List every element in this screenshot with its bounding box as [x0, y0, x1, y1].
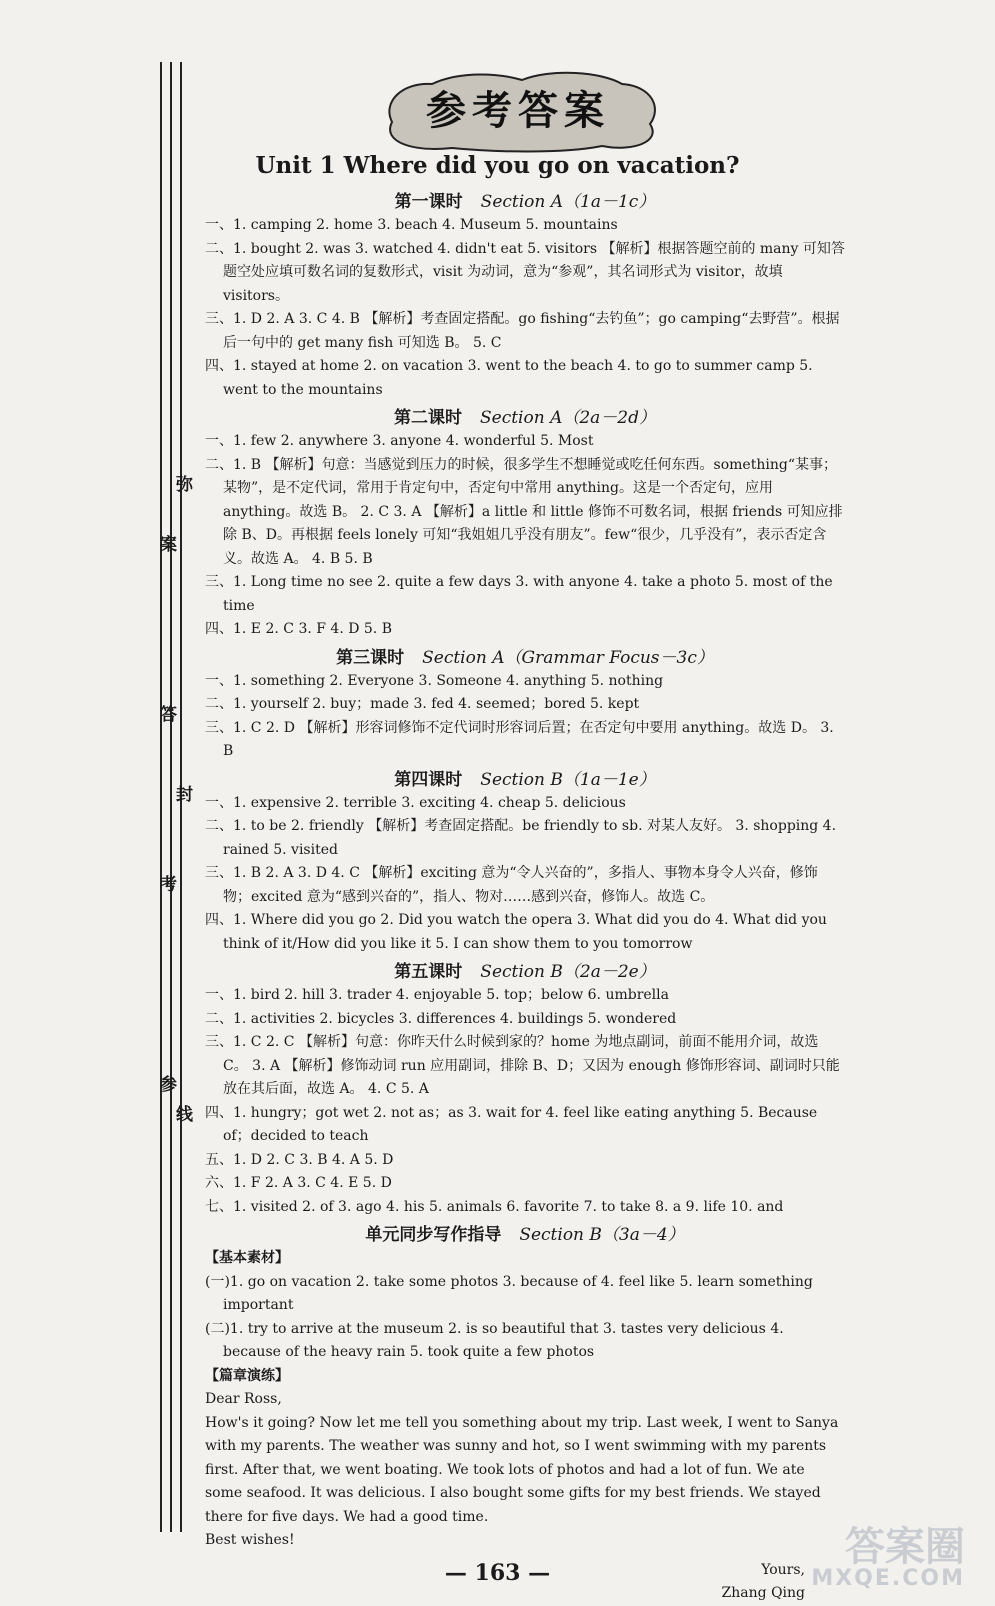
answer-row: 三、1. C 2. D 【解析】形容词修饰不定代词时形容词后置；在否定句中要用 anything。故选 D。 3. B	[205, 719, 834, 759]
page-number: — 163 —	[444, 1560, 551, 1586]
answer-row: 二、1. B 【解析】句意：当感觉到压力的时候，很多学生不想睡觉或吃任何东西。something“某事；某物”，是不定代词，常用于肯定句中，否定句中常用 anything。这是一个否定句，应用 anything。故选 B。 2. C 3. A 【解析】a little 和 little 修饰不可数名词，根据 friends 可知应排除 B、D。再根据 feels lonely 可知“我姐姐几乎没有朋友”。few“很少，几乎没有”，表示否定含义。故选 A。 4. B 5. B	[205, 456, 843, 567]
answer-row: 一、1. few 2. anywhere 3. anyone 4. wonderful 5. Most	[205, 433, 594, 449]
answer-row: 一、1. camping 2. home 3. beach 4. Museum 5. mountains	[205, 217, 618, 233]
lesson-heading: 第一课时 Section A（1a－1c）	[394, 192, 656, 212]
practice-label: 【篇章演练】	[205, 1367, 289, 1384]
materials-label: 【基本素材】	[205, 1250, 289, 1266]
answer-row: 二、1. activities 2. bicycles 3. differences 4. buildings 5. wondered	[205, 1010, 677, 1027]
answer-row: 四、1. E 2. C 3. F 4. D 5. B	[205, 621, 392, 637]
answer-row: 二、1. yourself 2. buy；made 3. fed 4. seemed；bored 5. kept	[205, 696, 640, 712]
answer-row: 一、1. something 2. Everyone 3. Someone 4. anything 5. nothing	[205, 672, 664, 689]
writing-heading: 单元同步写作指导 Section B（3a－4）	[365, 1225, 685, 1245]
margin-char: 案	[160, 535, 177, 555]
material-row: (二)1. try to arrive at the museum 2. is so beautiful that 3. tastes very delicious 4. because of the heavy rain 5. took quite a few photos	[205, 1320, 784, 1360]
lesson-heading: 第二课时 Section A（2a－2d）	[393, 408, 656, 428]
margin-char: 答	[160, 705, 177, 725]
answer-row: 一、1. expensive 2. terrible 3. exciting 4. cheap 5. delicious	[205, 794, 626, 811]
answer-row: 三、1. Long time no see 2. quite a few days 3. with anyone 4. take a photo 5. most of the time	[205, 574, 833, 614]
watermark-url: MXQE.COM	[811, 1566, 965, 1591]
margin-char: 弥	[176, 475, 193, 495]
answer-content	[205, 186, 845, 1606]
answer-row: 二、1. to be 2. friendly 【解析】考查固定搭配。be friendly to sb. 对某人友好。 3. shopping 4. rained 5. visited	[205, 818, 837, 858]
answer-row: 五、1. D 2. C 3. B 4. A 5. D	[205, 1151, 394, 1168]
margin-char: 参	[160, 1075, 177, 1095]
lesson-heading: 第四课时 Section B（1a－1e）	[394, 769, 656, 790]
banner-text: 参考答案	[426, 88, 610, 134]
letter-closing: Best wishes!	[205, 1532, 295, 1548]
answer-row: 四、1. Where did you go 2. Did you watch the opera 3. What did you do 4. What did you think of it/How did you like it 5. I can show them to you tomorrow	[205, 912, 827, 952]
answer-row: 四、1. stayed at home 2. on vacation 3. went to the beach 4. to go to summer camp 5. went to the mountains	[205, 358, 813, 398]
lesson-heading: 第五课时 Section B（2a－2e）	[394, 962, 656, 982]
margin-line-1	[160, 62, 162, 1532]
unit-title: Unit 1 Where did you go on vacation?	[255, 152, 740, 179]
answer-row: 三、1. D 2. A 3. C 4. B 【解析】考查固定搭配。go fishing“去钓鱼”；go camping“去野营”。根据后一句中的 get many fish 可知选 B。 5. C	[205, 311, 840, 351]
margin-char: 封	[176, 785, 193, 805]
material-row: (一)1. go on vacation 2. take some photos 3. because of 4. feel like 5. learn something important	[205, 1273, 813, 1313]
banner-title	[372, 62, 664, 154]
margin-line-2	[170, 62, 172, 1532]
letter-signature: Zhang Qing	[721, 1585, 805, 1601]
answer-row: 四、1. hungry；got wet 2. not as；as 3. wait for 4. feel like eating anything 5. Because of；decided to teach	[205, 1104, 818, 1144]
letter-body: How's it going? Now let me tell you something about my trip. Last week, I went to Sanya with my parents. The weather was sunny and hot, so I went swimming with my parents first. After that, we went boating. We took lots of photos and had a lot of fun. We ate some seafood. It was delicious. I also bought some gifts for my best friends. We stayed there for five days. We had a good time.	[205, 1414, 839, 1525]
answer-row: 六、1. F 2. A 3. C 4. E 5. D	[205, 1175, 392, 1191]
margin-char: 线	[176, 1105, 193, 1125]
answer-row: 三、1. B 2. A 3. D 4. C 【解析】exciting 意为“令人兴奋的”，多指人、事物本身令人兴奋，修饰物；excited 意为“感到兴奋的”，指人、物对……感到兴奋，修饰人。故选 C。	[205, 865, 818, 905]
answer-row: 三、1. C 2. C 【解析】句意：你昨天什么时候到家的？home 为地点副词，前面不能用介词，故选 C。 3. A 【解析】修饰动词 run 应用副词，排除 B、D；又因为 enough 修饰形容词、副词时只能放在其后面，故选 A。 4. C 5. A	[205, 1034, 840, 1097]
margin-char: 考	[160, 875, 177, 895]
letter-greeting: Dear Ross,	[205, 1391, 282, 1407]
answer-row: 二、1. bought 2. was 3. watched 4. didn't eat 5. visitors 【解析】根据答题空前的 many 可知答题空处应填可数名词的复数形式，visit 为动词，意为“参观”，其名词形式为 visitor，故填 visitors。	[205, 240, 845, 304]
answer-row: 一、1. bird 2. hill 3. trader 4. enjoyable 5. top；below 6. umbrella	[205, 987, 669, 1003]
letter-signoff: Yours,	[761, 1561, 805, 1578]
lesson-heading: 第三课时 Section A（Grammar Focus－3c）	[336, 647, 714, 668]
answer-row: 七、1. visited 2. of 3. ago 4. his 5. animals 6. favorite 7. to take 8. a 9. life 10. and	[205, 1198, 784, 1215]
watermark-logo: 答案圈	[845, 1524, 965, 1570]
